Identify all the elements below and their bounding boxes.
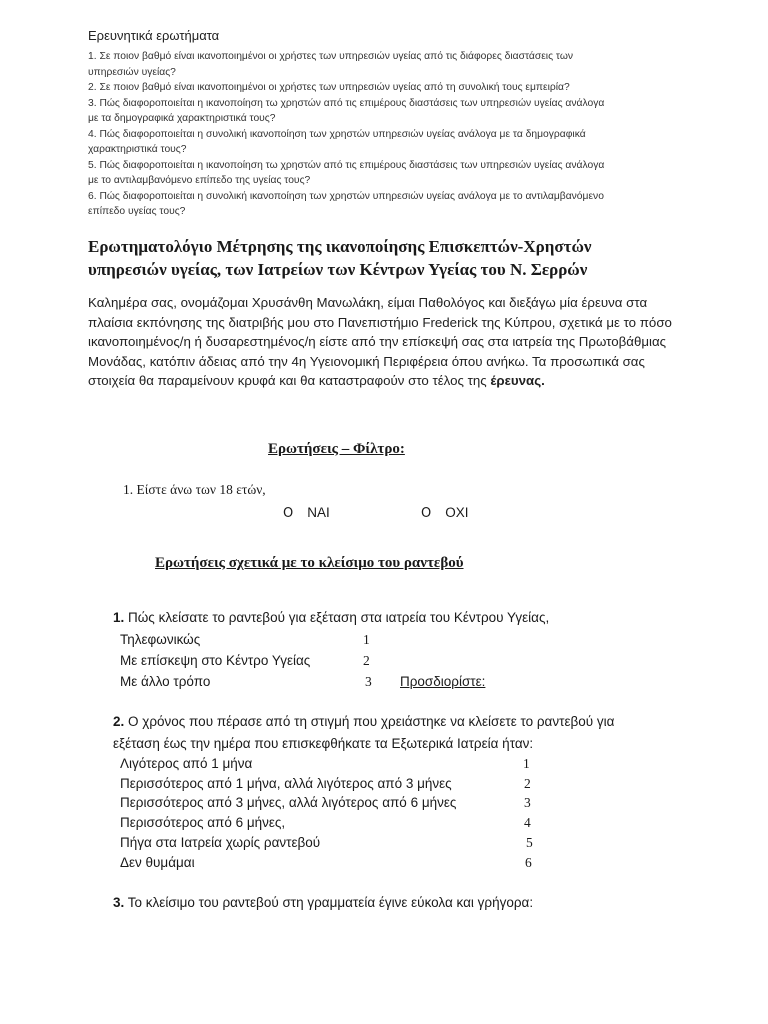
- specify-field[interactable]: Προσδιορίστε:: [400, 674, 486, 689]
- q2-option-label: Δεν θυμάμαι: [120, 855, 195, 870]
- yes-option[interactable]: [283, 504, 330, 522]
- intro-text: Καλημέρα σας, ονομάζομαι Χρυσάνθη Μανωλάκη, είμαι Παθολόγος και διεξάγω μία έρευνα στα πλαίσια εκπόνησης της διατριβής μου στο Πανεπιστήμιο Frederick της Κύπρου, σχετικά με το πόσο ικανοποιημένος/η ή δυσαρεστημένος/η είστε από την επίσκεψή σας στα ιατρεία της Πρωτοβάθμιας Μονάδας, κατόπιν άδειας από την 4η Υγειονομική Περιφέρεια όπου ανήκω. Τα προσωπικά σας στοιχεία θα παραμείνουν κρυφά και θα καταστραφούν στο τέλος της: [88, 295, 672, 388]
- research-question-line: υπηρεσιών υγείας?: [88, 67, 176, 78]
- research-question-line: με το αντιλαμβανόμενο επίπεδο της υγείας τους?: [88, 175, 311, 186]
- yes-label: ΝΑΙ: [307, 505, 330, 520]
- q2-option-code[interactable]: 1: [523, 756, 530, 771]
- question-number: 1.: [113, 610, 125, 625]
- q2-option-code[interactable]: 4: [524, 815, 531, 830]
- appointment-section-heading: Ερωτήσεις σχετικά με το κλείσιμο του ραντεβού: [155, 555, 464, 571]
- question-text: Πώς κλείσατε το ραντεβού για εξέταση στα ιατρεία του Κέντρου Υγείας,: [124, 610, 550, 625]
- q1-option-label: Με άλλο τρόπο: [120, 674, 211, 689]
- no-label: ΟΧΙ: [445, 505, 469, 520]
- question-number: 2.: [113, 714, 125, 729]
- q2-option-label: Πήγα στα Ιατρεία χωρίς ραντεβού: [120, 835, 321, 850]
- intro-text-bold: έρευνας.: [490, 373, 545, 388]
- research-questions-heading: Ερευνητικά ερωτήματα: [88, 28, 220, 43]
- q1-option-code[interactable]: 1: [363, 632, 370, 647]
- appointment-question-3: [113, 895, 533, 910]
- survey-title: [88, 235, 591, 281]
- question-text: Το κλείσιμο του ραντεβού στη γραμματεία έγινε εύκολα και γρήγορα:: [124, 895, 534, 910]
- q2-option-code[interactable]: 3: [524, 795, 531, 810]
- appointment-question-1: [113, 610, 549, 625]
- research-question-line: 3. Πώς διαφοροποιείται η ικανοποίηση τω χρηστών από τις επιμέρους διαστάσεις των υπηρεσιών υγείας ανάλογα: [88, 98, 605, 109]
- q1-option-code[interactable]: 2: [363, 653, 370, 668]
- q2-option-label: Περισσότερος από 3 μήνες, αλλά λιγότερος από 6 μήνες: [120, 795, 457, 810]
- q1-option-code[interactable]: 3: [365, 674, 372, 689]
- survey-title-line-1: Ερωτηματολόγιο Μέτρησης της ικανοποίησης Επισκεπτών-Χρηστών: [88, 237, 592, 256]
- research-question-line: επίπεδο υγείας τους?: [88, 206, 186, 217]
- filter-question-age: 1. Είστε άνω των 18 ετών,: [123, 482, 266, 497]
- question-text: Ο χρόνος που πέρασε από τη στιγμή που χρειάστηκε να κλείσετε το ραντεβού για: [124, 714, 615, 729]
- filter-section-heading: Ερωτήσεις – Φίλτρο:: [268, 441, 405, 457]
- q1-option-label: Με επίσκεψη στο Κέντρο Υγείας: [120, 653, 311, 668]
- no-radio-circle[interactable]: Ο: [421, 506, 432, 521]
- intro-paragraph: [88, 293, 688, 391]
- no-option[interactable]: [421, 504, 469, 522]
- q2-option-label: Περισσότερος από 1 μήνα, αλλά λιγότερος από 3 μήνες: [120, 776, 452, 791]
- research-question-line: με τα δημογραφικά χαρακτηριστικά τους?: [88, 113, 276, 124]
- research-question-line: 5. Πώς διαφοροποιείται η ικανοποίηση τω χρηστών από τις επιμέρους διαστάσεις των υπηρεσιών υγείας ανάλογα: [88, 160, 605, 171]
- q2-option-code[interactable]: 5: [526, 835, 533, 850]
- yes-radio-circle[interactable]: Ο: [283, 506, 294, 521]
- research-question-line: 6. Πώς διαφοροποιείται η συνολική ικανοποίηση των χρηστών υπηρεσιών υγείας ανάλογα με το αντιλαμβανόμενο: [88, 191, 604, 202]
- research-question-line: 4. Πώς διαφοροποιείται η συνολική ικανοποίηση των χρηστών υπηρεσιών υγείας ανάλογα με τα δημογραφικά: [88, 129, 586, 140]
- q2-option-code[interactable]: 2: [524, 776, 531, 791]
- appointment-question-2: [113, 714, 614, 729]
- q2-option-label: Λιγότερος από 1 μήνα: [120, 756, 253, 771]
- question-number: 3.: [113, 895, 125, 910]
- research-question-line: 2. Σε ποιον βαθμό είναι ικανοποιημένοι οι χρήστες των υπηρεσιών υγείας από τη συνολική τους εμπειρία?: [88, 82, 570, 93]
- q1-option-label: Τηλεφωνικώς: [120, 632, 201, 647]
- survey-title-line-2: υπηρεσιών υγείας, των Ιατρείων των Κέντρων Υγείας του Ν. Σερρών: [88, 260, 588, 279]
- question-text-line-2: εξέταση έως την ημέρα που επισκεφθήκατε τα Εξωτερικά Ιατρεία ήταν:: [113, 736, 534, 751]
- q2-option-label: Περισσότερος από 6 μήνες,: [120, 815, 286, 830]
- research-question-line: 1. Σε ποιον βαθμό είναι ικανοποιημένοι οι χρήστες των υπηρεσιών υγείας από τις διάφορες διαστάσεις των: [88, 51, 574, 62]
- q2-option-code[interactable]: 6: [525, 855, 532, 870]
- research-question-line: χαρακτηριστικά τους?: [88, 144, 187, 155]
